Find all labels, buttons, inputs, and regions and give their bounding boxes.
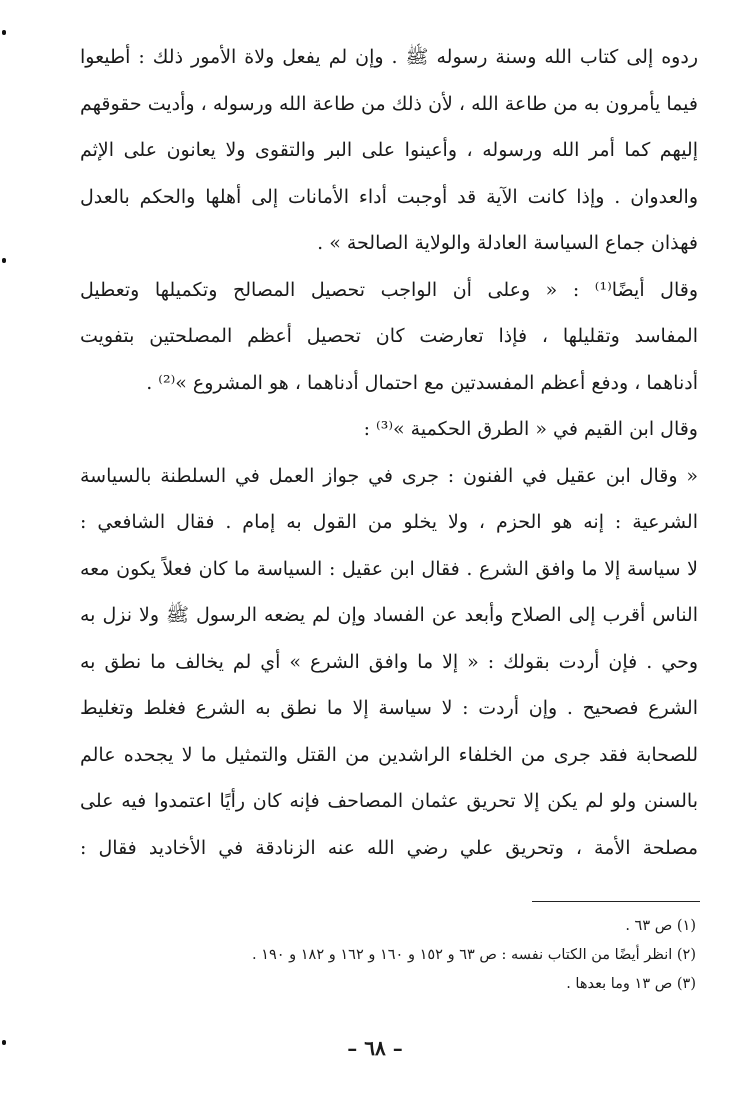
text-line: مصلحة الأمة ، وتحريق علي رضي الله عنه الزنادقة في الأخاديد فقال : — [80, 836, 698, 859]
footnote: (٢) انظر أيضًا من الكتاب نفسه : ص ٦٣ و ١٥٢ و ١٦٠ و ١٦٢ و ١٨٢ و ١٩٠ . — [251, 947, 696, 963]
footnote: (٣) ص ١٣ وما بعدها . — [566, 976, 696, 992]
text-line: المفاسد وتقليلها ، فإذا تعارضت كان تحصيل أعظم المصلحتين بتفويت — [80, 325, 698, 347]
text-line: الشرعية : إنه هو الحزم ، ولا يخلو من القول به إمام . فقال الشافعي : — [80, 511, 698, 533]
scan-mark — [2, 258, 6, 263]
text-line: والعدوان . وإذا كانت الآية قد أوجبت أداء الأمانات إلى أهلها والحكم بالعدل — [80, 185, 698, 208]
scan-mark — [2, 30, 6, 35]
page-number: – ٦٨ – — [347, 1036, 403, 1060]
text-line: الشرع فصحيح . وإن أردت : لا سياسة إلا ما نطق به الشرع فغلط وتغليط — [80, 697, 698, 719]
text-line: وقال أيضًا⁽¹⁾ : « وعلى أن الواجب تحصيل المصالح وتكميلها وتعطيل — [80, 278, 698, 301]
text-line: بالسنن ولو لم يكن إلا تحريق عثمان المصاحف فإنه كان رأيًا اعتمدوا فيه على — [80, 790, 698, 812]
main-text — [80, 34, 698, 871]
text-line: ردوه إلى كتاب الله وسنة رسوله ﷺ . وإن لم يفعل ولاة الأمور ذلك : أطيعوا — [80, 46, 698, 68]
text-line: لا سياسة إلا ما وافق الشرع . فقال ابن عقيل : السياسة ما كان فعلاً يكون معه — [80, 557, 698, 580]
text-line: وحي . فإن أردت بقولك : « إلا ما وافق الشرع » أي لم يخالف ما نطق به — [80, 650, 698, 673]
text-line: الناس أقرب إلى الصلاح وأبعد عن الفساد وإن لم يضعه الرسول ﷺ ولا نزل به — [80, 604, 698, 626]
text-line: أدناهما ، ودفع أعظم المفسدتين مع احتمال أدناهما ، هو المشروع »⁽²⁾ . — [146, 371, 698, 394]
text-line: للصحابة فقد جرى من الخلفاء الراشدين من القتل والتمثيل ما لا يجحده عالم — [80, 743, 698, 766]
footnote-separator — [532, 901, 700, 902]
text-line: فيما يأمرون به من طاعة الله ، لأن ذلك من طاعة الله ورسوله ، وأديت حقوقهم — [80, 92, 698, 115]
scan-mark — [2, 1040, 6, 1045]
footnotes — [76, 912, 696, 999]
text-line: فهذان جماع السياسة العادلة والولاية الصالحة » . — [317, 232, 698, 254]
text-line: « وقال ابن عقيل في الفنون : جرى في جواز العمل في السلطنة بالسياسة — [80, 464, 698, 487]
text-line: وقال ابن القيم في « الطرق الحكمية »⁽³⁾ : — [363, 418, 698, 440]
footnote: (١) ص ٦٣ . — [625, 918, 696, 934]
text-line: إليهم كما أمر الله ورسوله ، وأعينوا على البر والتقوى ولا يعانون على الإثم — [80, 139, 698, 161]
